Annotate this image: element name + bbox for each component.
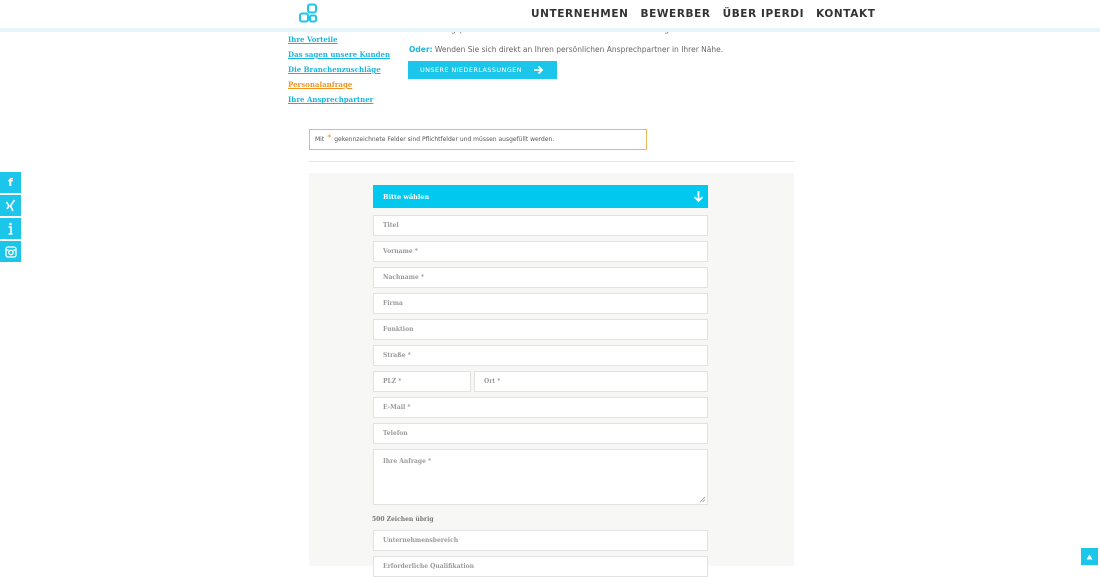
iperdi-info-button[interactable] — [0, 218, 21, 239]
telefon-field[interactable] — [373, 423, 708, 444]
facebook-button[interactable] — [0, 172, 21, 193]
required-star: * — [327, 133, 332, 142]
instagram-icon — [5, 246, 17, 258]
resize-grip-icon[interactable] — [699, 496, 705, 502]
ort-placeholder: Ort * — [484, 378, 501, 385]
site-header — [0, 0, 1100, 28]
intro-line-2-text: Wenden Sie sich direkt an Ihren persönlichen Ansprechpartner in Ihrer Nähe. — [434, 45, 724, 54]
anfrage-placeholder: Ihre Anfrage * — [383, 458, 432, 465]
notice-prefix: Mit — [315, 136, 325, 143]
divider — [309, 161, 794, 162]
titel-placeholder: Titel — [383, 222, 399, 229]
email-placeholder: E-Mail * — [383, 404, 411, 411]
nachname-placeholder: Nachname * — [383, 274, 425, 281]
arrow-down-icon — [693, 190, 704, 203]
facebook-icon: f — [8, 176, 13, 189]
arrow-up-icon — [1086, 554, 1093, 560]
vorname-placeholder: Vorname * — [383, 248, 418, 255]
titel-field[interactable] — [373, 215, 708, 236]
strasse-field[interactable] — [373, 345, 708, 366]
funktion-placeholder: Funktion — [383, 326, 414, 333]
link-kunden[interactable]: Das sagen unsere Kunden — [288, 50, 391, 59]
intro-line-2 — [409, 45, 723, 54]
scroll-top-button[interactable] — [1081, 548, 1098, 565]
iperdi-logo[interactable] — [298, 3, 320, 25]
oder-label: Oder: — [409, 45, 433, 54]
unternehmensbereich-placeholder: Unternehmensbereich — [383, 537, 459, 544]
strasse-placeholder: Straße * — [383, 352, 411, 359]
qualifikation-placeholder: Erforderliche Qualifikation — [383, 563, 474, 570]
anfrage-textarea[interactable] — [373, 449, 708, 505]
link-personalanfrage[interactable]: Personalanfrage — [288, 80, 353, 89]
firma-placeholder: Firma — [383, 300, 403, 307]
plz-placeholder: PLZ * — [383, 378, 402, 385]
plz-field[interactable] — [373, 371, 471, 392]
link-branchenzuschlaege[interactable]: Die Branchenzuschläge — [288, 65, 381, 74]
unternehmensbereich-field[interactable] — [373, 530, 708, 551]
section-links — [288, 35, 390, 110]
ort-field[interactable] — [474, 371, 708, 392]
notice-text: gekennzeichnete Felder sind Pflichtfelder und müssen ausgefüllt werden. — [334, 136, 555, 143]
xing-button[interactable] — [0, 195, 21, 216]
social-sidebar — [0, 172, 21, 264]
required-fields-notice — [309, 129, 647, 150]
nachname-field[interactable] — [373, 267, 708, 288]
arrow-right-icon — [533, 65, 544, 75]
anrede-select-value: Bitte wählen — [383, 192, 430, 201]
nav-bewerber[interactable]: BEWERBER — [640, 8, 711, 20]
niederlassungen-button-label: UNSERE NIEDERLASSUNGEN — [420, 66, 522, 74]
link-ansprechpartner[interactable]: Ihre Ansprechpartner — [288, 95, 374, 104]
telefon-placeholder: Telefon — [383, 430, 408, 437]
email-field[interactable] — [373, 397, 708, 418]
link-ihre-vorteile[interactable]: Ihre Vorteile — [288, 35, 338, 44]
xing-icon — [5, 199, 16, 212]
info-icon — [6, 222, 15, 235]
vorname-field[interactable] — [373, 241, 708, 262]
nav-ueber-iperdi[interactable]: ÜBER IPERDI — [722, 8, 805, 20]
nav-unternehmen[interactable]: UNTERNEHMEN — [531, 8, 629, 20]
niederlassungen-button[interactable] — [408, 61, 557, 79]
funktion-field[interactable] — [373, 319, 708, 340]
firma-field[interactable] — [373, 293, 708, 314]
anrede-select[interactable] — [373, 185, 708, 208]
instagram-button[interactable] — [0, 241, 21, 262]
header-divider — [0, 28, 1100, 32]
nav-kontakt[interactable]: KONTAKT — [816, 8, 876, 20]
character-counter: 500 Zeichen übrig — [372, 516, 434, 523]
qualifikation-field[interactable] — [373, 556, 708, 577]
main-navigation — [531, 8, 875, 20]
